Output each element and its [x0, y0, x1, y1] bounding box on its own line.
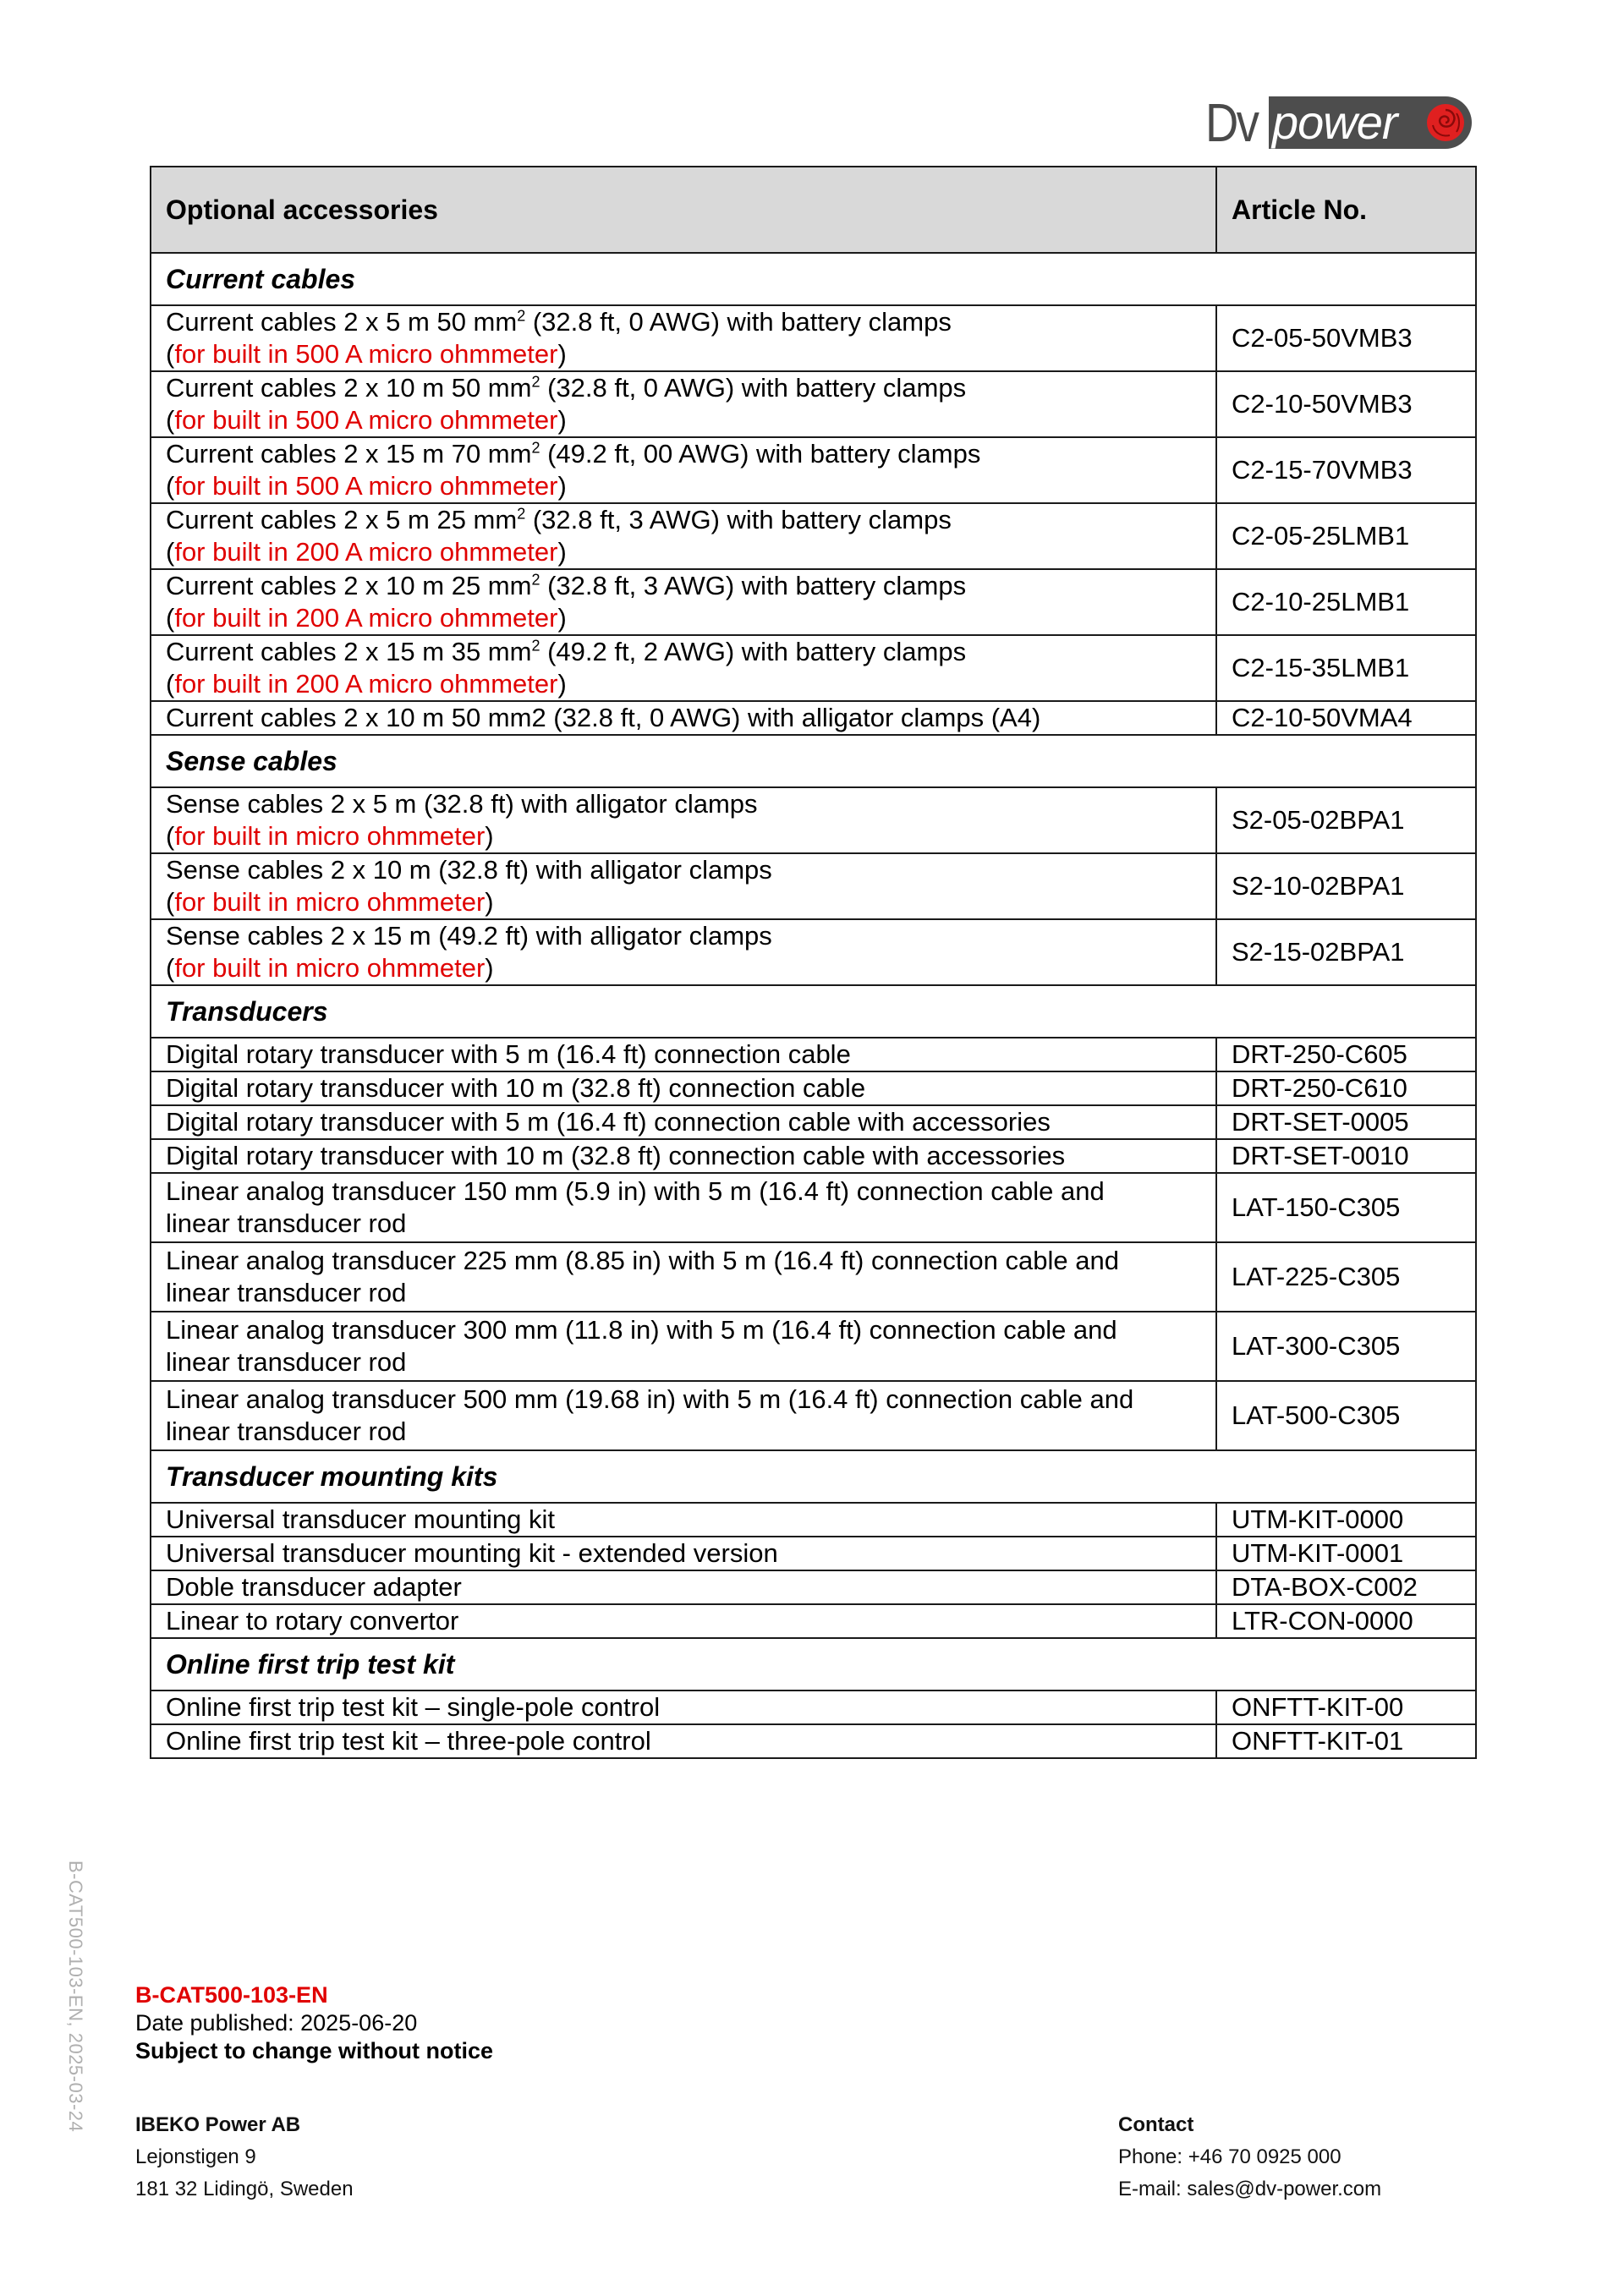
logo-prefix: Dv: [1205, 92, 1258, 153]
header-description: Optional accessories: [151, 167, 1216, 253]
description-text: Current cables 2 x 15 m 35 mm: [166, 637, 532, 666]
superscript: 2: [517, 505, 526, 523]
accessory-row: [151, 1724, 1476, 1758]
article-number: UTM-KIT-0001: [1216, 1537, 1476, 1570]
article-number: LAT-300-C305: [1216, 1312, 1476, 1381]
description-line: [166, 1725, 1215, 1757]
section-title: Transducer mounting kits: [151, 1450, 1476, 1503]
note-text: for built in 200 A micro ohmmeter: [174, 603, 558, 633]
description-text: Linear analog transducer 225 mm (8.85 in) with 5 m (16.4 ft) connection cable and: [166, 1246, 1119, 1275]
description-text: Sense cables 2 x 10 m (32.8 ft) with alligator clamps: [166, 855, 772, 885]
superscript: 2: [517, 307, 526, 325]
superscript: 2: [531, 637, 540, 655]
company-city: 181 32 Lidingö, Sweden: [135, 2178, 354, 2200]
accessory-description: [151, 1173, 1216, 1242]
accessory-row: [151, 305, 1476, 371]
accessory-row: [151, 437, 1476, 503]
header-article-no: Article No.: [1216, 167, 1476, 253]
dv-power-logo: [1205, 92, 1476, 154]
description-line-2: linear transducer rod: [166, 1417, 407, 1446]
description-text: Sense cables 2 x 15 m (49.2 ft) with alligator clamps: [166, 921, 772, 951]
superscript: 2: [531, 439, 540, 457]
accessory-description: [151, 1570, 1216, 1604]
compatibility-note: (for built in 200 A micro ohmmeter): [166, 537, 567, 567]
superscript: 2: [531, 571, 540, 589]
article-number: DRT-250-C610: [1216, 1071, 1476, 1105]
accessory-row: [151, 1038, 1476, 1071]
accessory-description: [151, 635, 1216, 701]
description-line: [166, 788, 1215, 820]
description-line: [166, 1691, 1215, 1723]
description-line-2: linear transducer rod: [166, 1347, 407, 1377]
description-text: Digital rotary transducer with 10 m (32.8 ft) connection cable with accessories: [166, 1141, 1066, 1170]
description-text-cont: (32.8 ft, 3 AWG) with battery clamps: [525, 505, 952, 534]
description-text: Current cables 2 x 10 m 25 mm: [166, 571, 532, 600]
description-line: [166, 372, 1215, 404]
note-text: for built in 500 A micro ohmmeter: [174, 405, 558, 435]
section-title: Online first trip test kit: [151, 1638, 1476, 1690]
side-document-stamp: B-CAT500-103-EN, 2025-03-24: [65, 1860, 86, 2133]
section-title: Transducers: [151, 985, 1476, 1038]
article-number: C2-10-25LMB1: [1216, 569, 1476, 635]
description-line: [166, 1245, 1215, 1277]
accessory-row: [151, 1604, 1476, 1638]
description-line: [166, 438, 1215, 470]
description-text: Digital rotary transducer with 10 m (32.8 ft) connection cable: [166, 1073, 866, 1103]
article-number: LAT-225-C305: [1216, 1242, 1476, 1312]
description-text: Linear analog transducer 500 mm (19.68 in) with 5 m (16.4 ft) connection cable and: [166, 1384, 1134, 1414]
accessory-description: [151, 569, 1216, 635]
accessories-table: [150, 166, 1477, 1759]
description-line: [166, 1072, 1215, 1104]
article-number: C2-10-50VMB3: [1216, 371, 1476, 437]
description-line: [166, 504, 1215, 536]
rose-icon: [1424, 101, 1467, 144]
description-line: [166, 1537, 1215, 1570]
article-number: C2-10-50VMA4: [1216, 701, 1476, 735]
description-line: [166, 636, 1215, 668]
section-row: [151, 1450, 1476, 1503]
section-title: Sense cables: [151, 735, 1476, 787]
note-text: for built in 200 A micro ohmmeter: [174, 669, 558, 699]
accessory-row: [151, 1690, 1476, 1724]
description-text: Online first trip test kit – three-pole control: [166, 1726, 651, 1756]
description-line: [166, 702, 1215, 734]
description-line: [166, 1314, 1215, 1346]
company-street: Lejonstigen 9: [135, 2145, 256, 2168]
accessory-description: [151, 1105, 1216, 1139]
description-text-cont: (32.8 ft, 3 AWG) with battery clamps: [540, 571, 967, 600]
company-address: [135, 2109, 354, 2206]
article-number: C2-15-70VMB3: [1216, 437, 1476, 503]
description-line: [166, 1384, 1215, 1416]
description-line: [166, 1140, 1215, 1172]
company-name: IBEKO Power AB: [135, 2113, 301, 2136]
description-line: [166, 570, 1215, 602]
superscript: 2: [531, 373, 540, 391]
note-text: for built in micro ohmmeter: [174, 821, 486, 851]
section-title: Current cables: [151, 253, 1476, 305]
accessory-row: [151, 919, 1476, 985]
note-text: for built in 200 A micro ohmmeter: [174, 537, 558, 567]
accessory-row: [151, 1242, 1476, 1312]
article-number: DRT-250-C605: [1216, 1038, 1476, 1071]
article-number: S2-05-02BPA1: [1216, 787, 1476, 853]
description-text-cont: (32.8 ft, 0 AWG) with battery clamps: [540, 373, 967, 403]
description-text: Doble transducer adapter: [166, 1572, 462, 1602]
accessory-description: [151, 787, 1216, 853]
description-text: Current cables 2 x 10 m 50 mm: [166, 373, 532, 403]
accessory-description: [151, 1503, 1216, 1537]
accessory-description: [151, 1242, 1216, 1312]
description-text: Linear analog transducer 150 mm (5.9 in) with 5 m (16.4 ft) connection cable and: [166, 1176, 1105, 1206]
article-number: LAT-500-C305: [1216, 1381, 1476, 1450]
date-published: Date published: 2025-06-20: [135, 2010, 418, 2036]
description-text: Digital rotary transducer with 5 m (16.4 ft) connection cable: [166, 1039, 851, 1069]
accessory-row: [151, 1173, 1476, 1242]
description-text: Linear to rotary convertor: [166, 1606, 459, 1636]
description-text-cont: (32.8 ft, 0 AWG) with battery clamps: [525, 307, 952, 337]
description-line: [166, 306, 1215, 338]
note-text: for built in 500 A micro ohmmeter: [174, 339, 558, 369]
logo-bar: [1269, 96, 1472, 149]
description-line: [166, 1605, 1215, 1637]
accessory-description: [151, 1139, 1216, 1173]
accessory-description: [151, 919, 1216, 985]
accessory-description: [151, 371, 1216, 437]
article-number: ONFTT-KIT-00: [1216, 1690, 1476, 1724]
accessory-row: [151, 1139, 1476, 1173]
description-line: [166, 1571, 1215, 1603]
accessory-row: [151, 701, 1476, 735]
accessory-row: [151, 1503, 1476, 1537]
logo-word: power: [1272, 96, 1397, 149]
description-text: Digital rotary transducer with 5 m (16.4 ft) connection cable with accessories: [166, 1107, 1051, 1137]
description-text: Sense cables 2 x 5 m (32.8 ft) with alligator clamps: [166, 789, 758, 819]
accessory-row: [151, 371, 1476, 437]
accessory-description: [151, 1071, 1216, 1105]
description-text: Linear analog transducer 300 mm (11.8 in) with 5 m (16.4 ft) connection cable and: [166, 1315, 1117, 1345]
description-line: [166, 1504, 1215, 1536]
article-number: UTM-KIT-0000: [1216, 1503, 1476, 1537]
description-text-cont: (49.2 ft, 00 AWG) with battery clamps: [540, 439, 981, 469]
compatibility-note: (for built in micro ohmmeter): [166, 821, 494, 851]
accessory-row: [151, 635, 1476, 701]
description-text: Universal transducer mounting kit: [166, 1504, 556, 1534]
description-text: Current cables 2 x 5 m 25 mm: [166, 505, 518, 534]
description-line: [166, 1038, 1215, 1071]
document-info: [135, 1981, 493, 2065]
description-text-cont: (49.2 ft, 2 AWG) with battery clamps: [540, 637, 967, 666]
article-number: C2-05-50VMB3: [1216, 305, 1476, 371]
contact-phone: Phone: +46 70 0925 000: [1118, 2145, 1341, 2168]
description-text: Online first trip test kit – single-pole control: [166, 1692, 661, 1722]
accessory-row: [151, 787, 1476, 853]
accessory-row: [151, 1570, 1476, 1604]
section-row: [151, 253, 1476, 305]
accessory-row: [151, 853, 1476, 919]
description-text: Universal transducer mounting kit - extended version: [166, 1538, 778, 1568]
accessory-description: [151, 1381, 1216, 1450]
article-number: C2-05-25LMB1: [1216, 503, 1476, 569]
accessory-description: [151, 1038, 1216, 1071]
compatibility-note: (for built in micro ohmmeter): [166, 953, 494, 983]
article-number: LAT-150-C305: [1216, 1173, 1476, 1242]
article-number: DRT-SET-0010: [1216, 1139, 1476, 1173]
description-line: [166, 1175, 1215, 1208]
note-text: for built in micro ohmmeter: [174, 953, 486, 983]
accessory-row: [151, 569, 1476, 635]
section-row: [151, 735, 1476, 787]
table-header-row: [151, 167, 1476, 253]
description-line: [166, 1106, 1215, 1138]
article-number: ONFTT-KIT-01: [1216, 1724, 1476, 1758]
description-line: [166, 854, 1215, 886]
description-text: Current cables 2 x 10 m 50 mm2 (32.8 ft, 0 AWG) with alligator clamps (A4): [166, 703, 1041, 732]
compatibility-note: (for built in 200 A micro ohmmeter): [166, 669, 567, 699]
accessory-description: [151, 437, 1216, 503]
contact-info: [1118, 2109, 1381, 2206]
contact-email[interactable]: E-mail: sales@dv-power.com: [1118, 2178, 1382, 2200]
accessory-description: [151, 1690, 1216, 1724]
article-number: C2-15-35LMB1: [1216, 635, 1476, 701]
compatibility-note: (for built in 500 A micro ohmmeter): [166, 405, 567, 435]
accessory-description: [151, 1724, 1216, 1758]
article-number: S2-15-02BPA1: [1216, 919, 1476, 985]
accessory-row: [151, 1105, 1476, 1139]
article-number: S2-10-02BPA1: [1216, 853, 1476, 919]
accessory-row: [151, 1537, 1476, 1570]
accessory-row: [151, 1071, 1476, 1105]
accessory-description: [151, 503, 1216, 569]
accessory-description: [151, 1604, 1216, 1638]
note-text: for built in 500 A micro ohmmeter: [174, 471, 558, 501]
article-number: LTR-CON-0000: [1216, 1604, 1476, 1638]
accessory-description: [151, 1312, 1216, 1381]
description-line: [166, 920, 1215, 952]
document-id: B-CAT500-103-EN: [135, 1982, 328, 2008]
compatibility-note: (for built in 500 A micro ohmmeter): [166, 471, 567, 501]
description-text: Current cables 2 x 5 m 50 mm: [166, 307, 518, 337]
description-line-2: linear transducer rod: [166, 1278, 407, 1307]
description-text: Current cables 2 x 15 m 70 mm: [166, 439, 532, 469]
compatibility-note: (for built in 200 A micro ohmmeter): [166, 603, 567, 633]
accessory-description: [151, 1537, 1216, 1570]
section-row: [151, 1638, 1476, 1690]
accessory-description: [151, 305, 1216, 371]
article-number: DRT-SET-0005: [1216, 1105, 1476, 1139]
contact-title: Contact: [1118, 2113, 1194, 2136]
note-text: for built in micro ohmmeter: [174, 887, 486, 917]
accessory-description: [151, 853, 1216, 919]
accessory-description: [151, 701, 1216, 735]
accessory-row: [151, 1312, 1476, 1381]
article-number: DTA-BOX-C002: [1216, 1570, 1476, 1604]
description-line-2: linear transducer rod: [166, 1208, 407, 1238]
section-row: [151, 985, 1476, 1038]
accessory-row: [151, 1381, 1476, 1450]
disclaimer: Subject to change without notice: [135, 2038, 494, 2063]
compatibility-note: (for built in 500 A micro ohmmeter): [166, 339, 567, 369]
compatibility-note: (for built in micro ohmmeter): [166, 887, 494, 917]
accessory-row: [151, 503, 1476, 569]
